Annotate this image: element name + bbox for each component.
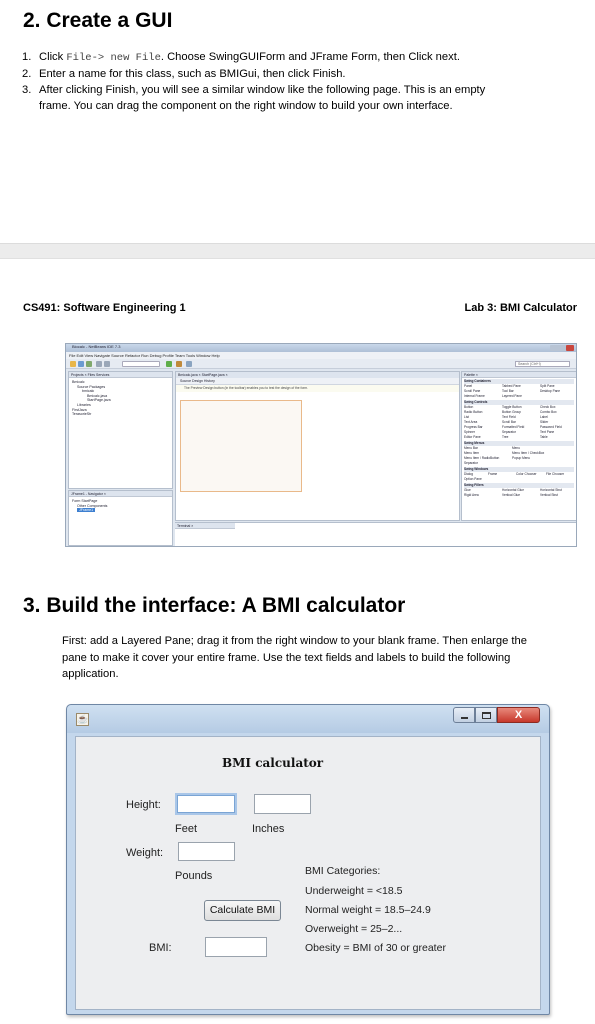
category-obesity: Obesity = BMI of 30 or greater [305,942,446,954]
palette-item: Menu Item / CheckBox [512,451,545,455]
palette-item: Popup Menu [512,456,531,460]
pounds-label: Pounds [175,870,213,882]
blank-jframe [180,400,302,492]
palette-item: Scroll Bar [502,420,516,424]
step-text-line1: After clicking Finish, you will see a similar window like the following page. This is an empty [39,84,486,96]
open-icon [78,361,84,367]
minimize-button[interactable] [453,707,475,723]
maximize-icon [482,712,491,719]
palette-tab: Palette × [462,372,576,378]
palette-item: File Chooser [546,472,565,476]
ide-toolbar [66,359,576,369]
editor-toolbar: Source Design History [176,378,459,385]
palette-item: Internal Frame [464,394,485,398]
tree-item: TerasorieStr [72,412,92,417]
palette-item: Menu [512,446,520,450]
palette-item: Toggle Button [502,405,522,409]
palette-item: Color Chooser [516,472,537,476]
ide-screenshot [65,343,577,547]
page-break [0,243,595,259]
pounds-input[interactable] [178,842,235,861]
category-overweight: Overweight = 25–2... [305,923,403,935]
bmi-window [66,704,550,1015]
save-icon [86,361,92,367]
ide-search-input: Search (Ctrl+I) [515,361,570,367]
palette-item: Check Box [540,405,556,409]
layered-pane [75,736,541,1010]
terminal-panel [175,522,577,547]
section-3-title: 3. Build the interface: A BMI calculator [23,594,406,617]
palette-item: Glue [464,488,471,492]
projects-panel [68,371,173,489]
profile-icon [186,361,192,367]
palette-item: Table [540,435,548,439]
projects-tab: Projects × Files Services [69,372,172,378]
palette-item: Spinner [464,430,475,434]
inches-label: Inches [252,823,285,835]
palette-item: Vertical Glue [502,493,521,497]
palette-section: Swing Controls [464,400,574,405]
palette-item: Text Field [502,415,516,419]
tree-item: Bmicalc.java [87,393,108,398]
redo-icon [104,361,110,367]
tree-item: FirstJava [72,407,87,412]
bmi-output-field[interactable] [205,937,267,957]
debug-icon [176,361,182,367]
feet-input[interactable] [175,793,237,815]
paragraph-line: First: add a Layered Pane; drag it from the right window to your blank frame. Then enlarge the [62,635,527,647]
tree-item: Libraries [77,402,91,407]
editor-panel [175,371,460,521]
navigator-tab: JFrame1 - Navigator × [69,491,172,497]
minimize-icon [461,717,468,719]
palette-item: Horizontal Strut [540,488,562,492]
run-icon [166,361,172,367]
tree-item-selected: JFrame1 [79,508,94,513]
ide-titlebar [66,344,576,352]
feet-label: Feet [175,823,198,835]
undo-icon [96,361,102,367]
tree-item: Bmicalc [72,380,85,384]
tree-item: bmicalc [82,389,95,394]
tree-item: Form StartPage [72,499,98,503]
category-underweight: Underweight = <18.5 [305,885,403,897]
palette-item: Dialog [464,472,474,476]
palette-item: Text Pane [540,430,555,434]
tree-item: Source Packages [77,384,106,389]
step-text: Enter a name for this class, such as BMIGui, then click Finish. [39,68,346,80]
palette-section: Swing Fillers [464,483,574,488]
palette-item: Horizontal Glue [502,488,524,492]
section-2-title: 2. Create a GUI [23,9,173,32]
palette-item: Button Group [502,410,521,414]
step-number: 2. [22,68,32,80]
step-text-post: . Choose SwingGUIForm and JFrame Form, then Click next. [160,51,460,63]
height-label: Height: [126,799,161,811]
palette-item: Combo Box [540,410,557,414]
design-hint: The Preview Design button (in the toolbar) enables you to test the design of the form. [176,385,459,392]
java-app-icon[interactable]: ☕ [77,714,89,724]
palette-item: List [464,415,469,419]
categories-title: BMI Categories: [305,865,381,877]
palette-item: Button [464,405,474,409]
palette-item: Separator [464,461,478,465]
palette-item: Formatted Field [502,425,525,429]
palette-item: Panel [464,384,473,388]
navigator-tree [72,499,107,513]
palette-item: Menu Bar [464,446,478,450]
category-normal: Normal weight = 18.5–24.9 [305,904,431,916]
instructions-paragraph [62,633,527,683]
palette-item: Vertical Strut [540,493,559,497]
palette-item: Radio Button [464,410,483,414]
palette-item: Label [540,415,548,419]
palette-item: Tabbed Pane [502,384,521,388]
palette-item: Tree [502,435,509,439]
step-text-pre: Click [39,51,67,63]
palette-item: Editor Pane [464,435,481,439]
config-dropdown [122,361,160,367]
tree-item: StartPage.java [87,398,111,403]
paragraph-line: application. [62,668,119,680]
app-heading: BMI calculator [222,756,324,770]
palette-item: Option Pane [464,477,482,481]
steps-list [0,49,595,114]
palette-item: Rigid Area [464,493,479,497]
weight-label: Weight: [126,847,164,859]
window-titlebar[interactable] [67,705,549,733]
step-text-line2: frame. You can drag the component on the right window to build your own interface. [39,100,453,112]
header-lab: Lab 3: BMI Calculator [464,302,577,314]
inches-input[interactable] [254,794,311,814]
palette-panel [461,371,577,521]
tree-item: Other Components [77,503,108,508]
terminal-tab: Terminal × [175,523,235,529]
palette-item: Slider [540,420,549,424]
project-tree [72,380,111,417]
step-2 [0,66,595,82]
close-icon: X [514,709,523,721]
palette-item: Menu Item / RadioButton [464,456,500,460]
step-number: 3. [22,84,32,96]
palette-item: Text Area [464,420,478,424]
close-icon [566,345,574,351]
navigator-panel [68,490,173,546]
new-project-icon [70,361,76,367]
palette-item: Progress Bar [464,425,483,429]
paragraph-line: pane to make it cover your entire frame. Use the text fields and labels to build the following [62,651,511,664]
editor-tabs: Bmicalc.java × StartPage.java × [176,372,459,378]
palette-item: Layered Pane [502,394,522,398]
bmi-label: BMI: [149,942,172,954]
ide-menubar: File Edit View Navigate Source Refactor Run Debug Profile Team Tools Window Help [66,352,576,359]
palette-item: Frame [488,472,498,476]
palette-item: Scroll Pane [464,389,481,393]
palette-item: Desktop Pane [540,389,561,393]
maximize-button[interactable] [475,707,497,723]
palette-item: Separator [502,430,516,434]
palette-item: Password Field [540,425,562,429]
palette-item: Tool Bar [502,389,514,393]
step-1 [0,49,595,66]
palette-item: Split Pane [540,384,555,388]
header-course: CS491: Software Engineering 1 [23,302,186,314]
calculate-bmi-button[interactable]: Calculate BMI [204,900,281,921]
step-number: 1. [22,51,32,63]
palette-item: Menu Item [464,451,480,455]
step-3 [0,82,595,114]
ide-title: Biocalc - NetBeans IDE 7.3 [72,344,121,349]
palette-section: Swing Containers [464,379,574,384]
window-controls [550,345,574,351]
palette-section: Swing Menus [464,441,574,446]
menu-path-code: File-> new File [66,52,161,64]
palette-section: Swing Windows [464,467,574,472]
close-button[interactable] [497,707,540,723]
